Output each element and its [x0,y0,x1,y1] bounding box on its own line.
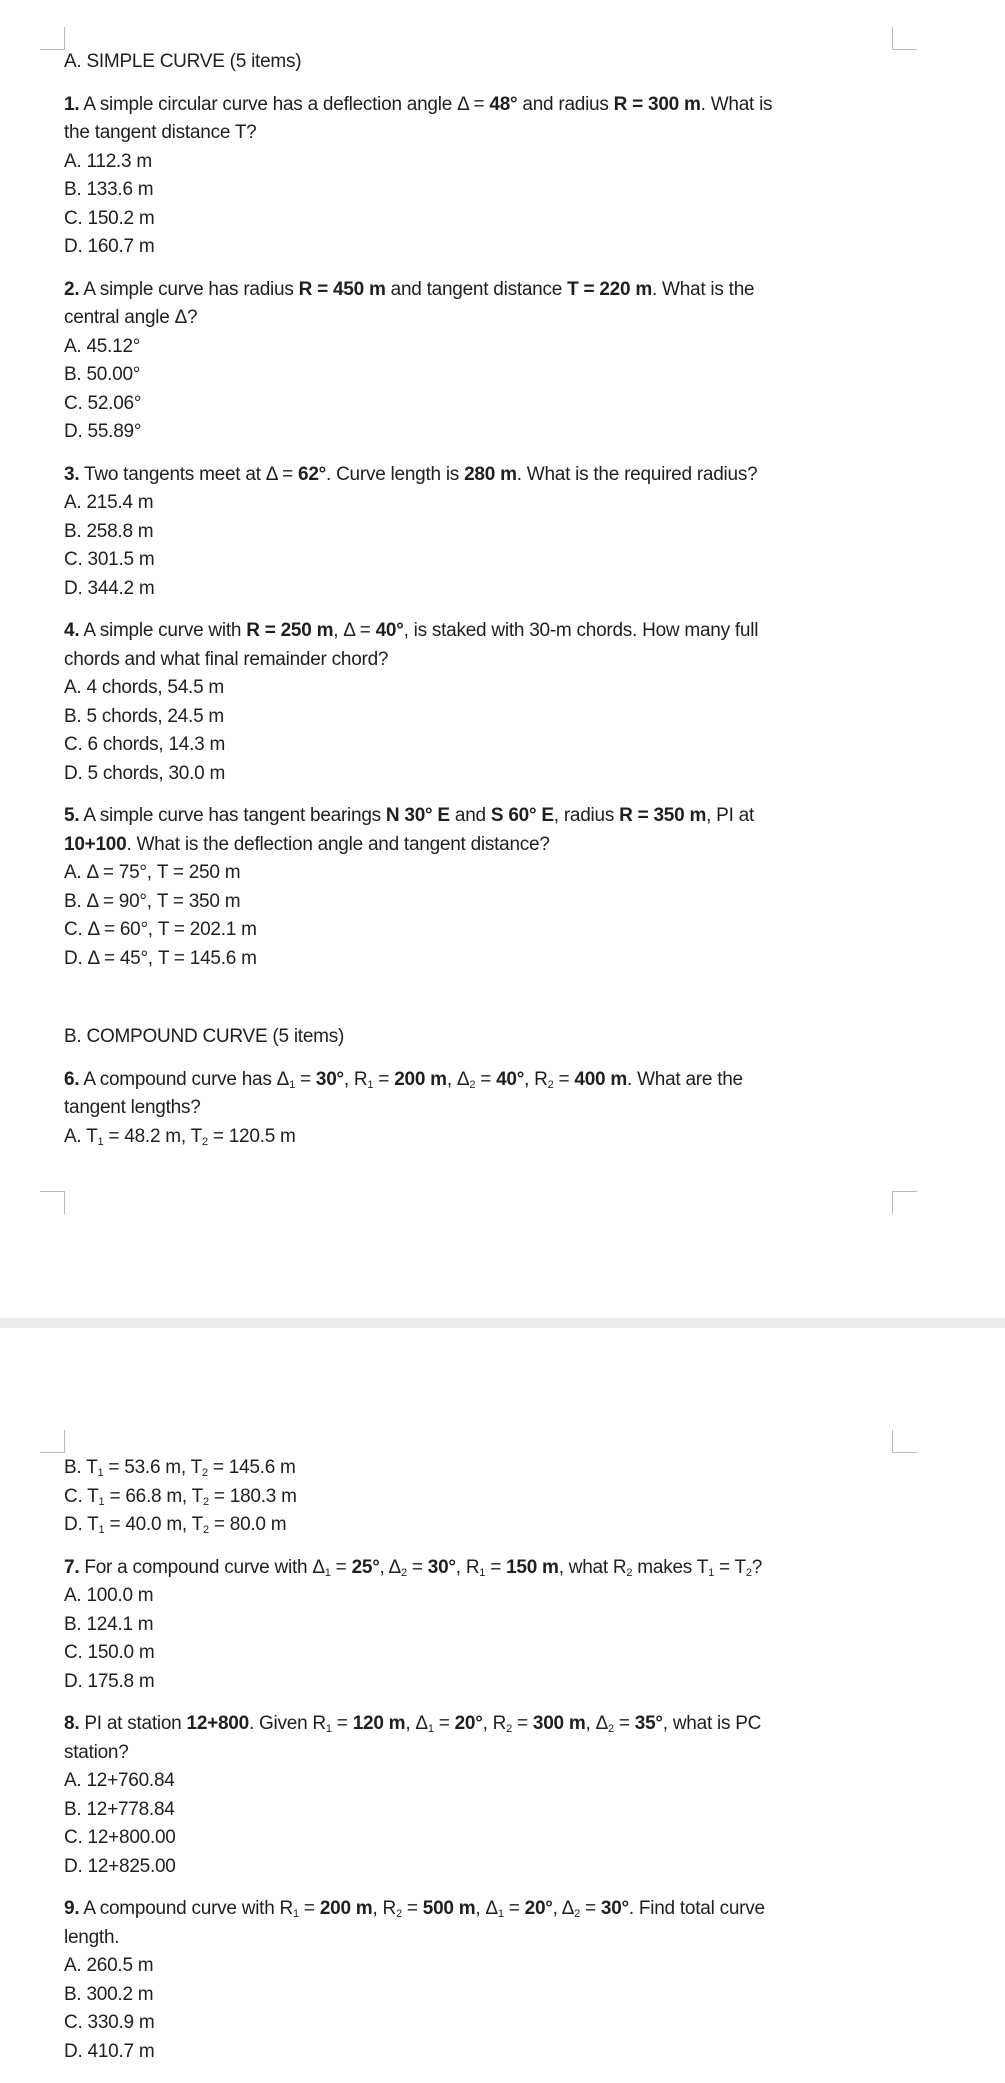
text-segment: D. Δ = 45°, T = 145.6 m [64,947,257,969]
subscript: 1 [427,1723,434,1735]
subscript: 1 [479,1566,486,1579]
subscript: 2 [626,1566,633,1579]
text-segment: A. 100.0 m [64,1585,154,1606]
text-segment: A. T [64,1125,98,1147]
answer-option[interactable] [64,1611,944,1640]
text-segment: , R [524,1068,548,1090]
answer-option[interactable] [64,1981,944,2010]
answer-option[interactable] [64,205,944,234]
bold-text: 62° [298,463,327,485]
answer-option[interactable] [64,1767,944,1796]
section-header: B. COMPOUND CURVE (5 items) [64,1026,345,1047]
text-segment: = [330,1556,352,1578]
text-segment: = 80.0 m [208,1514,287,1535]
answer-option[interactable] [64,2038,944,2067]
answer-option[interactable] [64,361,944,390]
bold-text: R = 300 m [613,93,701,115]
question-item [64,1554,944,1697]
text-segment: . Given R [248,1713,326,1734]
text-segment: = [331,1713,353,1734]
text-segment: , Δ [585,1713,609,1734]
subscript: 1 [325,1723,332,1735]
text-segment: = [553,1068,575,1090]
text-segment: B. T [64,1457,98,1478]
text-segment: = 66.8 m, T [104,1485,203,1507]
text-segment: C. 150.2 m [64,207,155,229]
text-segment: A. 260.5 m [64,1955,154,1976]
text-segment: chords and what final remainder chord? [64,648,389,670]
question-text [64,1066,944,1123]
text-segment: For a compound curve with Δ [79,1556,325,1578]
subscript: 2 [395,1908,402,1920]
text-segment: = 145.6 m [207,1457,296,1478]
answer-option[interactable] [64,233,944,262]
bold-text: 280 m [464,463,517,485]
subscript: 2 [506,1723,512,1735]
bold-text: R = 350 m [619,805,707,826]
subscript: 2 [574,1908,580,1920]
text-segment: = 180.3 m [208,1485,297,1507]
text-segment: , R [372,1898,396,1919]
subscript: 1 [98,1524,105,1536]
text-segment: C. 301.5 m [64,549,155,570]
text-segment: , Δ [475,1898,498,1919]
text-segment: = [294,1068,316,1090]
bold-text: 200 m [319,1898,373,1919]
text-segment: the tangent distance T? [64,122,257,143]
text-segment: , R [343,1068,368,1090]
text-segment: , R [455,1556,480,1578]
text-segment: A. 112.3 m [64,150,152,172]
answer-option[interactable] [64,859,944,888]
text-segment: C. Δ = 60°, T = 202.1 m [64,919,257,940]
subscript: 2 [547,1078,554,1091]
text-segment: = [433,1713,455,1734]
bold-text: 4. [64,620,80,641]
text-segment: , PI at [706,805,754,826]
text-segment: A. 12+760.84 [64,1770,175,1791]
subscript: 2 [469,1078,476,1091]
text-segment: A compound curve has Δ [79,1068,290,1090]
text-segment: Two tangents meet at Δ = [79,463,299,485]
subscript: 2 [202,1495,209,1508]
answer-option[interactable] [64,1853,944,1882]
page-2-content [64,1454,944,2066]
text-segment: , Δ [379,1556,401,1578]
bold-text: 35° [634,1713,663,1734]
text-segment: , is staked with 30-m chords. How many full [403,620,759,641]
answer-option[interactable] [64,176,944,205]
answer-option[interactable] [64,1668,944,1697]
subscript: 1 [324,1566,331,1579]
question-item [64,276,944,447]
text-segment: D. T [64,1514,99,1535]
text-segment: B. Δ = 90°, T = 350 m [64,890,241,912]
text-segment: C. 330.9 m [64,2012,155,2033]
text-segment: = 48.2 m, T [103,1125,202,1147]
text-segment: = [475,1068,497,1090]
text-segment: , Δ [405,1713,428,1734]
question-item [64,1066,944,1152]
answer-option[interactable] [64,916,944,945]
bold-text: 300 m [532,1713,586,1734]
text-segment: , Δ [446,1068,470,1090]
text-segment: . What is the required radius? [516,463,758,485]
bold-text: 30° [600,1898,629,1919]
text-segment: A simple circular curve has a deflection angle Δ = [79,93,490,115]
subscript: 1 [97,1135,104,1148]
text-segment: . What is [700,93,773,115]
question-text [64,802,944,859]
text-segment: C. 150.0 m [64,1642,155,1663]
text-segment: D. 55.89° [64,421,142,442]
text-segment: = [373,1068,395,1090]
text-segment: . What is the [651,278,755,300]
text-segment: B. 124.1 m [64,1613,154,1635]
text-segment: makes T [632,1556,709,1578]
subscript: 1 [97,1467,104,1479]
text-segment: = T [713,1556,746,1578]
text-segment: B. 50.00° [64,364,141,385]
text-segment: and tangent distance [385,278,568,300]
text-segment: B. 258.8 m [64,520,154,542]
answer-option[interactable] [64,418,944,447]
text-segment: A. 4 chords, 54.5 m [64,677,224,698]
text-segment: A. 45.12° [64,335,141,357]
subscript: 1 [497,1908,504,1920]
text-segment: ? [751,1556,763,1578]
subscript: 1 [708,1566,714,1579]
bold-text: 150 m [506,1556,559,1578]
question-text [64,461,944,490]
bold-text: 25° [351,1556,380,1578]
subscript: 2 [201,1135,208,1148]
text-segment: length. [64,1926,120,1948]
text-segment: PI at station [79,1713,187,1734]
answer-option[interactable] [64,2009,944,2038]
text-segment: tangent lengths? [64,1097,201,1118]
bold-text: 200 m [394,1068,447,1090]
text-segment: C. 52.06° [64,392,142,414]
answer-option[interactable] [64,1123,944,1152]
answer-option[interactable] [64,760,944,789]
text-segment: . Curve length is [326,463,465,485]
subscript: 1 [367,1078,374,1091]
text-segment: B. 5 chords, 24.5 m [64,705,224,727]
text-segment: station? [64,1741,129,1763]
subscript: 2 [745,1566,752,1579]
answer-option[interactable] [64,1639,944,1668]
text-segment: A simple curve with [79,620,247,641]
text-segment: . What are the [627,1068,743,1090]
bold-text: 1. [64,93,80,115]
text-segment: B. 133.6 m [64,179,154,200]
subscript: 1 [289,1078,295,1091]
text-segment: D. 5 chords, 30.0 m [64,762,226,784]
text-segment: D. 12+825.00 [64,1855,176,1877]
answer-option[interactable] [64,489,944,518]
answer-option[interactable] [64,390,944,419]
page-break [0,1318,1005,1328]
text-segment: = [503,1898,525,1919]
page-1-corner-top-right [892,27,917,50]
bold-text: 30° [315,1068,344,1090]
question-text [64,276,944,333]
bold-text: 5. [64,805,80,826]
text-segment: , what R [558,1556,627,1578]
text-segment: , Δ = [333,620,376,641]
text-segment: = 53.6 m, T [103,1457,202,1478]
text-segment: C. 6 chords, 14.3 m [64,734,226,755]
page-1-content [64,48,944,1151]
text-segment: C. 12+800.00 [64,1827,176,1848]
answer-option[interactable] [64,575,944,604]
bold-text: 40° [496,1068,525,1090]
text-segment: = [298,1898,320,1919]
page-1-corner-top-left [40,27,65,50]
answer-option[interactable] [64,1952,944,1981]
text-segment: B. 300.2 m [64,1983,154,2005]
text-segment: = [485,1556,507,1578]
text-segment: = [613,1713,635,1734]
text-segment: and [449,805,491,826]
text-segment: B. 12+778.84 [64,1798,175,1820]
answer-option[interactable] [64,148,944,177]
text-segment: D. 410.7 m [64,2040,155,2062]
text-segment: , what is PC [662,1713,762,1734]
subscript: 2 [202,1524,209,1536]
page-1-corner-bottom-right [892,1191,917,1214]
question-item [64,1710,944,1881]
subscript: 2 [608,1723,614,1735]
question-item-continued [64,1454,944,1540]
bold-text: 20° [524,1898,553,1919]
text-segment: A simple curve has tangent bearings [79,805,386,826]
bold-text: R = 250 m [246,620,334,641]
answer-option[interactable] [64,888,944,917]
bold-text: 40° [375,620,404,641]
bold-text: S 60° E [490,805,554,826]
page-1-corner-bottom-left [40,1191,65,1214]
answer-option[interactable] [64,546,944,575]
page-2-corner-top-right [892,1430,917,1453]
question-text [64,1710,944,1767]
text-segment: , radius [553,805,620,826]
question-item [64,461,944,604]
text-segment: A simple curve has radius [79,278,299,300]
answer-option[interactable] [64,1454,944,1483]
bold-text: 20° [454,1713,483,1734]
subscript: 2 [201,1467,208,1479]
text-segment: = [579,1898,601,1919]
bold-text: 9. [64,1898,80,1919]
bold-text: 400 m [574,1068,628,1090]
text-segment: = [511,1713,533,1734]
bold-text: 10+100 [64,833,127,855]
subscript: 2 [401,1566,407,1579]
text-segment: . Find total curve [628,1898,765,1919]
question-text [64,617,944,674]
text-segment: A compound curve with R [79,1898,294,1919]
page-2-corner-top-left [40,1430,65,1453]
answer-option[interactable] [64,1582,944,1611]
text-segment: , R [482,1713,507,1734]
text-segment: D. 175.8 m [64,1670,155,1692]
bold-text: 120 m [352,1713,406,1734]
bold-text: R = 450 m [298,278,386,300]
bold-text: 500 m [422,1898,476,1919]
answer-option[interactable] [64,674,944,703]
answer-option[interactable] [64,1483,944,1512]
text-segment: , Δ [552,1898,575,1919]
bold-text: 30° [427,1556,456,1578]
text-segment: C. T [64,1485,99,1507]
section-header: A. SIMPLE CURVE (5 items) [64,51,302,72]
bold-text: 6. [64,1068,80,1090]
text-segment: central angle Δ? [64,307,198,328]
text-segment: = [406,1556,428,1578]
answer-option[interactable] [64,333,944,362]
text-segment: = 40.0 m, T [104,1514,203,1535]
question-text [64,91,944,148]
bold-text: 12+800 [186,1713,249,1734]
text-segment: = [401,1898,423,1919]
text-segment: . What is the deflection angle and tangent distance? [126,833,550,855]
bold-text: 7. [64,1556,80,1578]
text-segment: A. Δ = 75°, T = 250 m [64,862,241,883]
question-item [64,617,944,788]
bold-text: N 30° E [385,805,450,826]
text-segment: D. 160.7 m [64,236,155,257]
question-item [64,1895,944,2066]
question-item [64,802,944,973]
answer-option[interactable] [64,518,944,547]
bold-text: 2. [64,278,80,300]
text-segment: = 120.5 m [207,1125,296,1147]
subscript: 1 [98,1495,105,1508]
bold-text: 48° [489,93,518,115]
subscript: 1 [293,1908,299,1920]
bold-text: 3. [64,463,80,485]
question-item [64,91,944,262]
text-segment: and radius [517,93,614,115]
bold-text: 8. [64,1713,80,1734]
answer-option[interactable] [64,1796,944,1825]
answer-option[interactable] [64,945,944,974]
answer-option[interactable] [64,1511,944,1540]
question-text [64,1554,944,1583]
text-segment: D. 344.2 m [64,577,155,599]
answer-option[interactable] [64,703,944,732]
text-segment: A. 215.4 m [64,492,154,513]
question-text [64,1895,944,1952]
bold-text: T = 220 m [567,278,652,300]
answer-option[interactable] [64,1824,944,1853]
answer-option[interactable] [64,731,944,760]
